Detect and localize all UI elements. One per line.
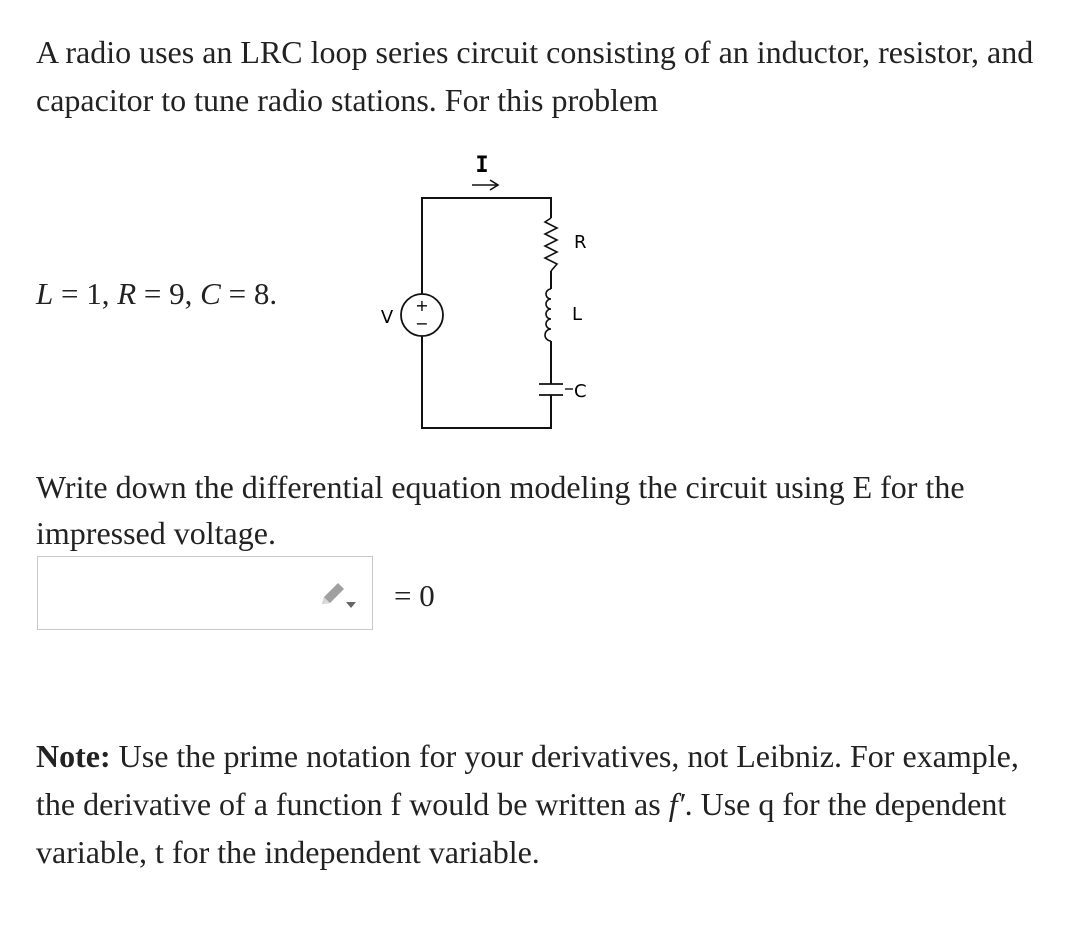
resistance-symbol: R bbox=[117, 276, 137, 311]
equation-right-side: = 0 bbox=[394, 578, 435, 613]
lrc-circuit-diagram bbox=[360, 148, 640, 438]
capacitance-value: 8 bbox=[253, 276, 270, 311]
circuit-parameters: L = 1, R = 9, C = 8. bbox=[36, 276, 278, 311]
problem-intro: A radio uses an LRC loop series circuit consisting of an inductor, resistor, and capacitor to tune radio stations. For this problem bbox=[36, 34, 1034, 118]
note-label: Note: bbox=[36, 738, 111, 774]
capacitor-icon bbox=[539, 384, 563, 395]
note-body-end: . Use q for the dependent variable, t for the independent variable. bbox=[36, 786, 1007, 870]
inductor-icon bbox=[545, 289, 551, 341]
capacitor-label: C bbox=[574, 381, 587, 402]
prime-example: f′ bbox=[668, 786, 685, 822]
note-text bbox=[36, 732, 1056, 876]
resistor-label: R bbox=[574, 232, 587, 253]
source-label: V bbox=[380, 307, 394, 328]
inductance-value: 1 bbox=[86, 276, 102, 311]
resistance-value: 9 bbox=[169, 276, 185, 311]
source-minus-sign: − bbox=[415, 314, 429, 333]
current-label: I bbox=[475, 153, 489, 178]
note-body-start: Use the prime notation for your derivatives, not Leibniz. For example, the derivative of a function f would be written as bbox=[36, 738, 1019, 822]
capacitance-symbol: C bbox=[200, 276, 221, 311]
question-text: Write down the differential equation modeling the circuit using E for the impressed voltage. bbox=[36, 469, 965, 551]
resistor-icon bbox=[545, 218, 557, 271]
inductance-symbol: L bbox=[36, 276, 54, 311]
inductor-label: L bbox=[572, 304, 583, 325]
source-plus-sign: + bbox=[415, 296, 429, 315]
current-arrow-icon bbox=[472, 180, 498, 190]
